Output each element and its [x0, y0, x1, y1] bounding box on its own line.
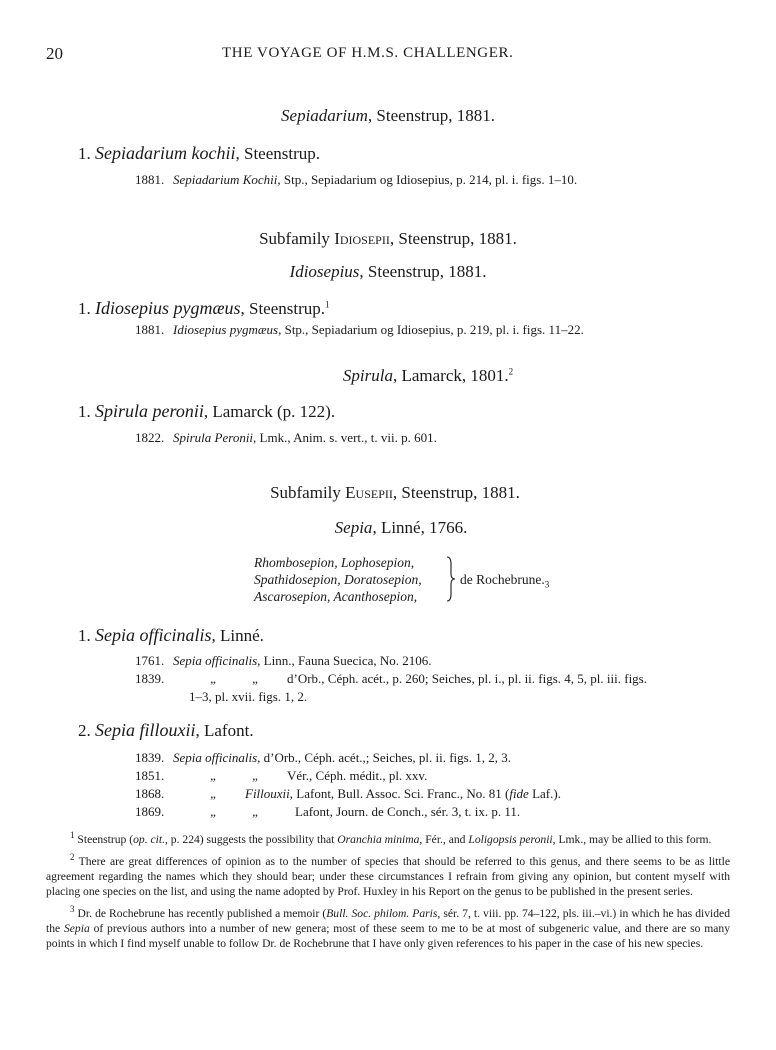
footnote-mark: 3 — [70, 903, 75, 914]
footnote-italic: op. cit. — [133, 832, 165, 846]
footnote-mark: 1 — [70, 830, 75, 840]
ref-text: Lafont, Journ. de Conch., sér. 3, t. ix. p. 11. — [295, 804, 521, 819]
footnote-italic: Loligopsis peronii — [468, 832, 553, 846]
reference-line — [135, 804, 520, 820]
reference-line — [135, 786, 561, 802]
ref-name: Fillouxii — [245, 786, 290, 801]
footnote-3 — [46, 902, 730, 951]
ref-text: Laf.). — [528, 786, 561, 801]
species-name: Idiosepius pygmæus — [95, 298, 241, 318]
footnote-italic: Sepia — [63, 921, 90, 935]
ref-year: 1869. — [135, 804, 165, 819]
species-number: 2. — [78, 721, 91, 740]
genus-name: Sepia — [334, 518, 373, 537]
ref-text: , Lafont, Bull. Assoc. Sci. Franc., No. 81 ( — [289, 786, 510, 801]
footnote-text: , sér. 7, t. viii. pp. 74–122, pls. iii.–vi.) in which he has divided the — [46, 906, 730, 935]
ref-text: , Stp., Sepiadarium og Idiosepius, p. 219, pl. i. figs. 11–22. — [278, 322, 584, 337]
species-entry-sepia-fillouxii — [78, 720, 254, 741]
footnote-marker: 1 — [325, 299, 330, 310]
ref-text: , Stp., Sepiadarium og Idiosepius, p. 214, pl. i. figs. 1–10. — [277, 172, 578, 187]
subgenus-name: Rhombosepion, — [254, 555, 338, 570]
species-name: Sepia officinalis — [95, 625, 212, 645]
species-entry-sepia-officinalis — [78, 625, 264, 646]
reference-continuation: 1–3, pl. xvii. figs. 1, 2. — [189, 689, 308, 704]
subgenera-label: de Rochebrune. — [460, 572, 545, 587]
footnote-text: , p. 224) suggests the possibility that — [165, 832, 338, 846]
species-author: , Steenstrup. — [240, 299, 326, 318]
subfamily-prefix: Subfamily — [259, 229, 335, 248]
ref-year: 1881. — [135, 172, 165, 187]
footnote-italic: Oranchia minima — [337, 832, 420, 846]
species-entry-spirula-peronii — [78, 401, 335, 422]
species-entry-idiosepius-pygmaeus — [78, 298, 330, 319]
footnotes — [46, 828, 730, 951]
genus-name: Spirula — [342, 366, 393, 385]
ref-text: d’Orb., Céph. acét., p. 260; Seiches, pl. i., pl. ii. figs. 4, 5, pl. iii. figs. — [287, 671, 647, 686]
ditto-mark: „ — [210, 671, 216, 686]
ref-name: Idiosepius pygmæus — [173, 322, 279, 337]
ref-name: Sepiadarium Kochii — [173, 172, 278, 187]
ref-year: 1822. — [135, 430, 165, 445]
footnote-text: , Lmk., may be allied to this form. — [552, 832, 712, 846]
ref-year: 1868. — [135, 786, 165, 801]
subgenus-name: Acanthosepion, — [333, 589, 418, 604]
footnote-text: of previous authors into a number of new genera; most of these seem to me to be at most of subgeneric value, and there are so many points in which I find myself unable to follow Dr. de Rochebrune that I have only given references to his paper in the case of his new species. — [46, 921, 731, 950]
subgenus-name: Doratosepion, — [344, 572, 422, 587]
ref-text: , Linn., Fauna Suecica, No. 2106. — [257, 653, 432, 668]
ref-year: 1839. — [135, 750, 165, 765]
species-author: , Linné. — [211, 626, 264, 645]
genus-author: , Steenstrup, 1881. — [367, 106, 495, 125]
species-author: , Steenstrup. — [235, 144, 321, 163]
footnote-text: Steenstrup ( — [74, 832, 134, 846]
ref-text: , d’Orb., Céph. acét.,; Seiches, pl. ii. figs. 1, 2, 3. — [257, 750, 511, 765]
reference-line — [135, 653, 432, 669]
ref-name: Spirula Peronii — [173, 430, 254, 445]
footnote-text: Dr. de Rochebrune has recently published a memoir ( — [74, 906, 327, 920]
subgenera-row — [254, 572, 422, 588]
genus-author: , Lamarck, 1801. — [392, 366, 509, 385]
reference-line — [135, 671, 647, 687]
subfamily-author: , Steenstrup, 1881. — [389, 229, 517, 248]
subfamily-author: , Steenstrup, 1881. — [392, 483, 520, 502]
footnote-marker: 3 — [544, 579, 550, 590]
footnote-marker: 2 — [508, 366, 514, 377]
ref-year: 1839. — [135, 671, 165, 686]
species-name: Sepiadarium kochii — [95, 143, 236, 163]
ref-year: 1761. — [135, 653, 165, 668]
genus-author: , Linné, 1766. — [372, 518, 468, 537]
reference-line — [135, 172, 577, 188]
running-title: THE VOYAGE OF H.M.S. CHALLENGER. — [222, 45, 514, 61]
species-number: 1. — [78, 402, 91, 421]
species-name: Sepia fillouxii — [95, 720, 196, 740]
curly-brace — [446, 556, 456, 602]
reference-line — [135, 322, 584, 338]
subfamily-heading-eusepii — [0, 483, 776, 503]
subgenera-row — [254, 589, 417, 605]
ditto-mark: „ — [210, 786, 216, 801]
ref-year: 1881. — [135, 322, 165, 337]
ref-name: Sepia officinalis — [173, 750, 258, 765]
species-name: Spirula peronii — [95, 401, 204, 421]
subfamily-name: Idiosepii — [334, 229, 390, 248]
subfamily-heading-idiosepii — [0, 229, 776, 249]
footnote-text: , Fér., and — [419, 832, 469, 846]
footnote-2 — [46, 850, 730, 899]
page-number: 20 — [46, 44, 63, 63]
subgenera-row — [254, 555, 414, 571]
ditto-mark: „ — [210, 804, 216, 819]
ref-fide: fide — [509, 786, 529, 801]
subgenus-name: Spathidosepion, — [254, 572, 341, 587]
footnote-text: There are great differences of opinion as to the number of species that should be referred to this genus, and there seems to be as little agreement regarding the names which they should bear; under these circumstances I refrain from giving any opinion, but content myself with placing one species on the list, and using the name adopted by Prof. Huxley in his Report on the genus to be published in the present series. — [46, 854, 730, 899]
genus-heading-sepia — [0, 518, 776, 538]
ref-name: Sepia officinalis — [173, 653, 258, 668]
genus-heading-idiosepius — [0, 262, 776, 282]
footnote-italic: Bull. Soc. philom. Paris — [326, 906, 438, 920]
reference-line — [135, 768, 427, 784]
ref-text: Vér., Céph. médit., pl. xxv. — [287, 768, 428, 783]
genus-heading-sepiadarium — [0, 106, 776, 126]
reference-line — [135, 430, 437, 446]
footnote-mark: 2 — [70, 852, 75, 863]
footnote-1 — [46, 828, 730, 847]
genus-heading-spirula — [0, 366, 776, 386]
subfamily-prefix: Subfamily — [270, 483, 346, 502]
ditto-mark: „ — [252, 671, 258, 686]
ditto-mark: „ — [210, 768, 216, 783]
species-author: , Lamarck (p. 122). — [203, 402, 336, 421]
genus-author: , Steenstrup, 1881. — [359, 262, 487, 281]
subgenus-name: Lophosepion, — [341, 555, 415, 570]
species-entry-sepiadarium-kochii — [78, 143, 320, 164]
species-number: 1. — [78, 626, 91, 645]
subgenus-name: Ascarosepion, — [254, 589, 331, 604]
ditto-mark: „ — [252, 804, 258, 819]
ref-year: 1851. — [135, 768, 165, 783]
subgenera-author — [460, 572, 549, 590]
species-author: , Lafont. — [195, 721, 254, 740]
reference-line — [135, 750, 511, 766]
ref-text: , Lmk., Anim. s. vert., t. vii. p. 601. — [253, 430, 437, 445]
species-number: 1. — [78, 144, 91, 163]
ditto-mark: „ — [252, 768, 258, 783]
species-number: 1. — [78, 299, 91, 318]
subfamily-name: Eusepii — [345, 483, 393, 502]
genus-name: Sepiadarium — [281, 106, 368, 125]
genus-name: Idiosepius — [289, 262, 360, 281]
